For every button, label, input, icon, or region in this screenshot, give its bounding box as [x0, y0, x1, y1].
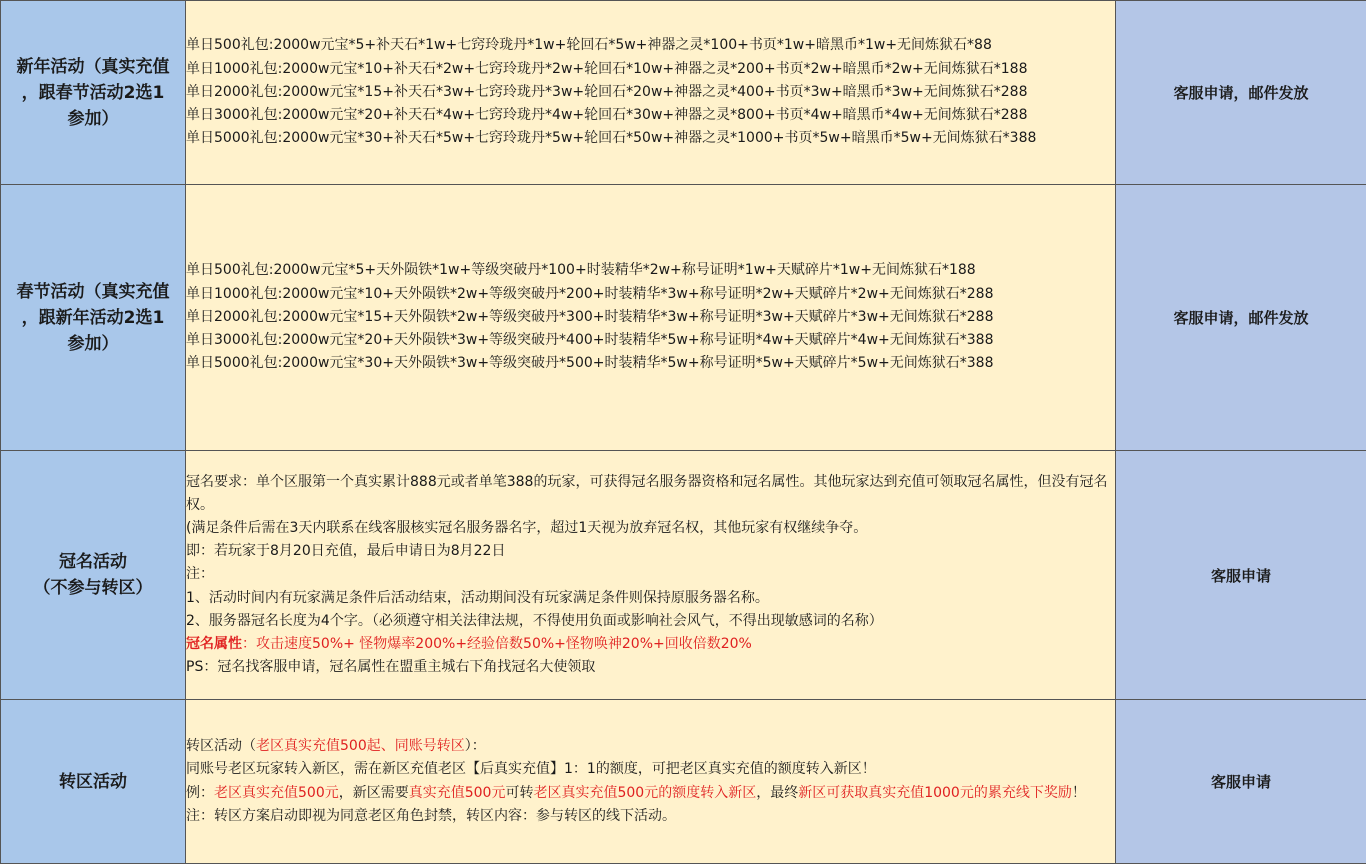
text-segment: 可转: [505, 785, 533, 801]
reward-line: 单日500礼包:2000w元宝*5+天外陨铁*1w+等级突破丹*100+时装精华*2w+称号证明*1w+天赋碎片*1w+无间炼狱石*188: [186, 259, 1115, 282]
activity-name-line: 参加）: [1, 106, 185, 132]
activity-name-line: 春节活动（真实充值: [1, 279, 185, 305]
activity-name-line: ，跟新年活动2选1: [1, 305, 185, 331]
naming-attribute-label: 冠名属性: [186, 636, 242, 652]
text-segment: ！: [1072, 785, 1086, 801]
activity-content-cell: [186, 185, 1116, 451]
rule-line: (满足条件后需在3天内联系在线客服核实冠名服务器名字，超过1天视为放弃冠名权，其他玩家有权继续争夺。: [186, 517, 1115, 540]
transfer-example-line: [186, 782, 1115, 805]
activity-name-line: 参加）: [1, 331, 185, 357]
naming-attribute-line: [186, 633, 1115, 656]
highlight-text: 老区真实充值500起、同账号转区: [256, 738, 465, 754]
rule-line: 冠名要求：单个区服第一个真实累计888元或者单笔388的玩家，可获得冠名服务器资格和冠名属性。其他玩家达到充值可领取冠名属性，但没有冠名权。: [186, 471, 1115, 517]
table-row: [1, 700, 1366, 864]
reward-line: 单日5000礼包:2000w元宝*30+天外陨铁*3w+等级突破丹*500+时装精华*5w+称号证明*5w+天赋碎片*5w+无间炼狱石*388: [186, 352, 1115, 375]
rule-line: 即：若玩家于8月20日充值，最后申请日为8月22日: [186, 540, 1115, 563]
reward-line: 单日5000礼包:2000w元宝*30+补天石*5w+七窍玲珑丹*5w+轮回石*50w+神器之灵*1000+书页*5w+暗黑币*5w+无间炼狱石*388: [186, 127, 1115, 150]
reward-line: 单日1000礼包:2000w元宝*10+补天石*2w+七窍玲珑丹*2w+轮回石*10w+神器之灵*200+书页*2w+暗黑币*2w+无间炼狱石*188: [186, 58, 1115, 81]
activity-name-cell: [1, 1, 186, 185]
activity-content-cell: [186, 700, 1116, 864]
transfer-title-line: [186, 735, 1115, 758]
naming-attribute-text: ：攻击速度50%+ 怪物爆率200%+经验倍数50%+怪物唤神20%+回收倍数20%: [242, 636, 752, 652]
transfer-note-line: 注：转区方案启动即视为同意老区角色封禁，转区内容：参与转区的线下活动。: [186, 805, 1115, 828]
highlight-text: 新区可获取真实充值1000元的累充线下奖励: [798, 785, 1072, 801]
table-row: [1, 451, 1366, 700]
claim-method-cell: 客服申请: [1116, 451, 1366, 700]
rule-line: 1、活动时间内有玩家满足条件后活动结束，活动期间没有玩家满足条件则保持原服务器名称。: [186, 587, 1115, 610]
reward-line: 单日3000礼包:2000w元宝*20+补天石*4w+七窍玲珑丹*4w+轮回石*30w+神器之灵*800+书页*4w+暗黑币*4w+无间炼狱石*288: [186, 104, 1115, 127]
activity-name-cell: 转区活动: [1, 700, 186, 864]
reward-line: 单日1000礼包:2000w元宝*10+天外陨铁*2w+等级突破丹*200+时装精华*3w+称号证明*2w+天赋碎片*2w+无间炼狱石*288: [186, 283, 1115, 306]
rule-line: 2、服务器冠名长度为4个字。（必须遵守相关法律法规，不得使用负面或影响社会风气，不得出现敏感词的名称）: [186, 610, 1115, 633]
rule-line: 注：: [186, 563, 1115, 586]
claim-method-cell: 客服申请，邮件发放: [1116, 185, 1366, 451]
claim-method-cell: 客服申请，邮件发放: [1116, 1, 1366, 185]
activity-name-cell: [1, 185, 186, 451]
text-segment: ）：: [465, 738, 486, 754]
activity-name-line: 新年活动（真实充值: [1, 54, 185, 80]
activity-name-line: ，跟春节活动2选1: [1, 80, 185, 106]
reward-line: 单日2000礼包:2000w元宝*15+补天石*3w+七窍玲珑丹*3w+轮回石*20w+神器之灵*400+书页*3w+暗黑币*3w+无间炼狱石*288: [186, 81, 1115, 104]
activity-name-line: 冠名活动: [1, 549, 185, 575]
highlight-text: 老区真实充值500元的额度转入新区: [533, 785, 756, 801]
transfer-rule-line: 同账号老区玩家转入新区，需在新区充值老区【后真实充值】1：1的额度，可把老区真实充值的额度转入新区！: [186, 758, 1115, 781]
activity-name-line: （不参与转区）: [1, 575, 185, 601]
text-segment: ，新区需要: [339, 785, 409, 801]
highlight-text: 真实充值500元: [409, 785, 506, 801]
claim-method-cell: 客服申请: [1116, 700, 1366, 864]
highlight-text: 老区真实充值500元: [214, 785, 339, 801]
table-row: [1, 185, 1366, 451]
table-row: [1, 1, 1366, 185]
text-segment: ，最终: [756, 785, 798, 801]
reward-line: 单日2000礼包:2000w元宝*15+天外陨铁*2w+等级突破丹*300+时装精华*3w+称号证明*3w+天赋碎片*3w+无间炼狱石*288: [186, 306, 1115, 329]
text-segment: 例：: [186, 785, 214, 801]
activity-content-cell: [186, 1, 1116, 185]
ps-line: PS：冠名找客服申请，冠名属性在盟重主城右下角找冠名大使领取: [186, 656, 1115, 679]
reward-line: 单日500礼包:2000w元宝*5+补天石*1w+七窍玲珑丹*1w+轮回石*5w+神器之灵*100+书页*1w+暗黑币*1w+无间炼狱石*88: [186, 34, 1115, 57]
activity-content-cell: [186, 451, 1116, 700]
text-segment: 转区活动（: [186, 738, 256, 754]
activity-name-cell: [1, 451, 186, 700]
reward-line: 单日3000礼包:2000w元宝*20+天外陨铁*3w+等级突破丹*400+时装精华*5w+称号证明*4w+天赋碎片*4w+无间炼狱石*388: [186, 329, 1115, 352]
